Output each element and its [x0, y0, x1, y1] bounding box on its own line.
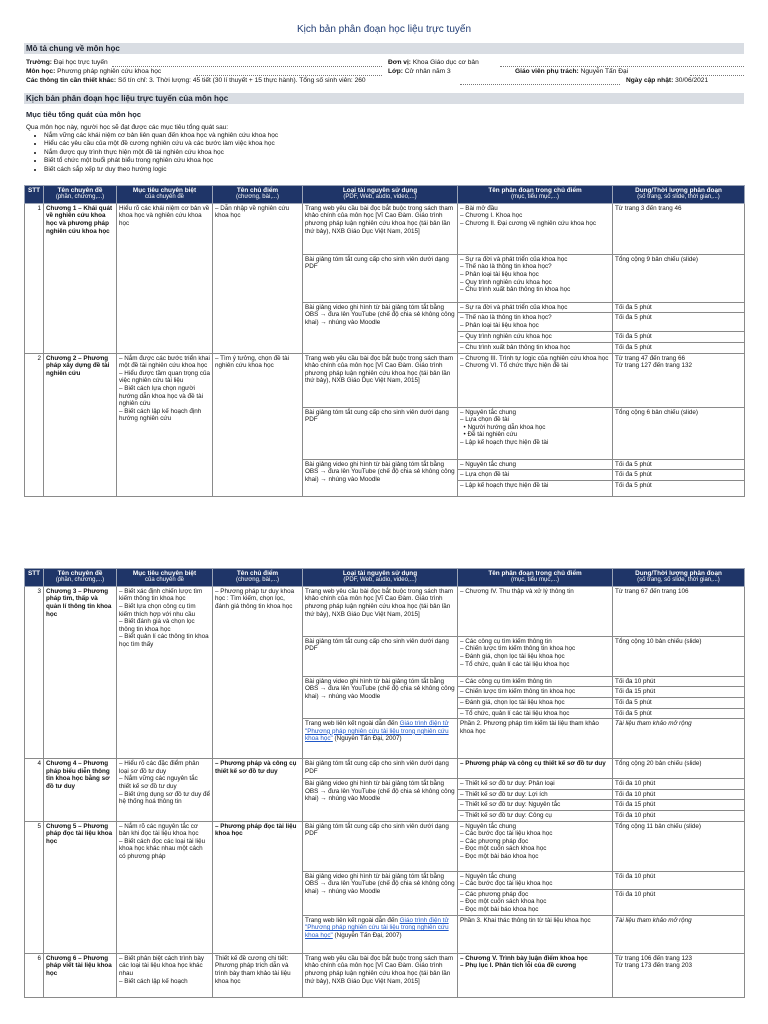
- meta-giaovien: Giáo viên phụ trách: Nguyễn Tấn Đại: [515, 68, 629, 75]
- header-chudiem: Tên chủ điểm (chương, bài,...): [213, 186, 303, 204]
- resource-cell: Bài giảng tóm tắt cung cấp cho sinh viên dưới dạng PDF: [303, 821, 458, 871]
- segment-cell: – Quy trình nghiên cứu khoa học: [458, 332, 613, 343]
- segment-cell: – Sự ra đời và phát triển của khoa học: [458, 302, 613, 313]
- segment-cell: – Thiết kế sơ đồ tư duy: Phân loại: [458, 779, 613, 790]
- segment-cell: – Các công cụ tìm kiếm thông tin: [458, 676, 613, 687]
- duration-cell: Tối đa 5 phút: [613, 343, 745, 354]
- duration-cell: Tổng cộng 9 bản chiếu (slide): [613, 254, 745, 302]
- duration-cell: Tài liệu tham khảo mở rộng: [613, 915, 745, 953]
- duration-cell: Tổng cộng 6 bản chiếu (slide): [613, 407, 745, 459]
- duration-cell: Tối đa 15 phút: [613, 687, 745, 698]
- segment-cell: Phần 2. Phương pháp tìm kiếm tài liệu tham khảo khoa học: [458, 719, 613, 759]
- duration-cell: Tổng cộng 20 bản chiếu (slide): [613, 759, 745, 779]
- segment-cell: – Chiến lược tìm kiếm thông tin khoa học: [458, 687, 613, 698]
- row-number: 5: [25, 821, 44, 953]
- chuyende-cell: Chương 5 – Phương pháp đọc tài liệu khoa học: [44, 821, 117, 953]
- segment-cell: – Thế nào là thông tin khoa học? – Phân loại tài liệu khoa học: [458, 313, 613, 332]
- duration-cell: Tài liệu tham khảo mở rộng: [613, 719, 745, 759]
- chuyende-cell: Chương 1 – Khái quát về nghiên cứu khoa học và phương pháp nghiên cứu khoa học: [44, 203, 117, 353]
- goal-item: • Nắm vững các khái niệm cơ bản liên quan đến khoa học và nghiên cứu khoa học: [44, 132, 278, 140]
- muctieu-cell: – Biết phân biệt cách trình bày các loại tài liệu khoa học khác nhau – Biết cách lập kế hoạch: [117, 953, 213, 997]
- segment-cell: – Sự ra đời và phát triển của khoa học – Thế nào là thông tin khoa học? – Phân loại tài liệu khoa học – Quy trình nghiên cứu khoa học – Chu trình xuất bản thông tin khoa học: [458, 254, 613, 302]
- duration-cell: Tối đa 10 phút: [613, 779, 745, 790]
- section-script-title: Kịch bản phân đoạn học liệu trực tuyến của môn học: [24, 93, 744, 104]
- header-muctieu: Mục tiêu chuyên biệt của chuyên đề: [117, 569, 213, 587]
- chudiem-cell: Thiết kế đề cương chi tiết: Phương pháp trích dẫn và trình bày tham khảo tài liệu khoa học: [213, 953, 303, 997]
- muctieu-cell: – Nắm rõ các nguyên tắc cơ bản khi đọc tài liệu khoa học – Biết cách đọc các loại tài liệu khoa học khác nhau một cách có phương pháp: [117, 821, 213, 953]
- duration-cell: Tối đa 5 phút: [613, 302, 745, 313]
- duration-cell: Tối đa 5 phút: [613, 313, 745, 332]
- resource-cell: Bài giảng tóm tắt cung cấp cho sinh viên dưới dạng PDF: [303, 407, 458, 459]
- document-title: Kịch bản phân đoạn học liệu trực tuyến: [296, 24, 472, 35]
- resource-cell: Bài giảng tóm tắt cung cấp cho sinh viên dưới dạng PDF: [303, 254, 458, 302]
- segment-cell: – Chương IV. Thu thập và xử lý thông tin: [458, 586, 613, 636]
- chudiem-cell: – Phương pháp tư duy khoa học : Tìm kiếm, chọn lọc, đánh giá thông tin khoa học: [213, 586, 303, 758]
- external-link[interactable]: Giáo trình điện tử "Phương pháp nghiên cứu tài liệu trong nghiên cứu khoa học": [305, 720, 449, 743]
- segment-table-2: [24, 568, 745, 998]
- resource-cell: Trang web liên kết ngoài dẫn đến Giáo trình điện tử "Phương pháp nghiên cứu tài liệu trong nghiên cứu khoa học" (Nguyễn Tấn Đại, 2007): [303, 719, 458, 759]
- header-tainguyen: Loại tài nguyên sử dụng (PDF, Web, audio, video,...): [303, 186, 458, 204]
- header-chudiem: Tên chủ điểm (chương, bài,...): [213, 569, 303, 587]
- segment-table-1: [24, 185, 745, 497]
- resource-cell: Bài giảng tóm tắt cung cấp cho sinh viên dưới dạng PDF: [303, 636, 458, 676]
- meta-lop: Lớp: Cử nhân năm 3: [388, 68, 451, 75]
- duration-cell: Tổng cộng 10 bản chiếu (slide): [613, 636, 745, 676]
- segment-cell: – Nguyên tắc chung – Các bước đọc tài liệu khoa học: [458, 871, 613, 889]
- segment-cell: – Thiết kế sơ đồ tư duy: Lợi ích: [458, 789, 613, 800]
- row-number: 6: [25, 953, 44, 997]
- header-tainguyen: Loại tài nguyên sử dụng (PDF, Web, audio, video,...): [303, 569, 458, 587]
- muctieu-cell: – Hiểu rõ các đặc điểm phân loại sơ đồ tư duy – Nắm vững các nguyên tắc thiết kế sơ đồ tư duy – Biết ứng dụng sơ đồ tư duy để hệ thống hoá thông tin: [117, 759, 213, 821]
- header-thoiluong: Dung/Thời lượng phân đoạn (số trang, số slide, thời gian,...): [613, 569, 745, 587]
- row-number: 1: [25, 203, 44, 353]
- duration-cell: Tối đa 5 phút: [613, 470, 745, 481]
- meta-thongtin: Các thông tin cần thiết khác: Số tín chỉ: 3. Thời lượng: 45 tiết (30 lí thuyết + 15 thực hành). Tổng số sinh viên: 260: [26, 77, 366, 84]
- row-number: 4: [25, 759, 44, 821]
- table-row: [25, 203, 745, 254]
- section-general-title: Mô tả chung về môn học: [24, 43, 744, 54]
- duration-cell: Tối đa 5 phút: [613, 332, 745, 343]
- header-stt: STT: [25, 569, 44, 587]
- header-phandoan: Tên phân đoạn trong chủ điểm (mục, tiểu mục,...): [458, 569, 613, 587]
- meta-monhoc: Môn học: Phương pháp nghiên cứu khoa học: [26, 68, 162, 75]
- meta-ngaycapnhat: Ngày cập nhật: 30/06/2021: [626, 77, 709, 84]
- chuyende-cell: Chương 4 – Phương pháp biểu diễn thông tin khoa học bằng sơ đồ tư duy: [44, 759, 117, 821]
- muctieu-cell: Hiểu rõ các khái niệm cơ bản về khoa học và nghiên cứu khoa học: [117, 203, 213, 353]
- chudiem-cell: – Phương pháp và công cụ thiết kế sơ đồ tư duy: [213, 759, 303, 821]
- goal-intro: Qua môn học này, người học sẽ đạt được các mục tiêu tổng quát sau:: [26, 124, 229, 131]
- resource-cell: Bài giảng video ghi hình từ bài giảng tóm tắt bằng OBS → đưa lên YouTube (chế độ chia sẻ không công khai) → nhúng vào Moodle: [303, 676, 458, 718]
- duration-cell: Tối đa 10 phút: [613, 676, 745, 687]
- resource-cell: Bài giảng video ghi hình từ bài giảng tóm tắt bằng OBS → đưa lên YouTube (chế độ chia sẻ không công khai) → nhúng vào Moodle: [303, 871, 458, 915]
- resource-cell: Bài giảng tóm tắt cung cấp cho sinh viên dưới dạng PDF: [303, 759, 458, 779]
- duration-cell: Tối đa 10 phút: [613, 889, 745, 915]
- goal-item: • Hiểu các yêu cầu của một đề cương nghiên cứu và các bước làm việc khoa học: [44, 140, 278, 148]
- duration-cell: Từ trang 106 đến trang 123 Từ trang 173 đến trang 203: [613, 953, 745, 997]
- resource-cell: Bài giảng video ghi hình từ bài giảng tóm tắt bằng OBS → đưa lên YouTube (chế độ chia sẻ không công khai) → nhúng vào Moodle: [303, 779, 458, 821]
- chudiem-cell: – Dẫn nhập về nghiên cứu khoa học: [213, 203, 303, 353]
- segment-cell: – Đánh giá, chọn lọc tài liệu khoa học: [458, 698, 613, 709]
- duration-cell: Tối đa 5 phút: [613, 480, 745, 496]
- duration-cell: Từ trang 47 đến trang 66 Từ trang 127 đến trang 132: [613, 353, 745, 407]
- duration-cell: Tối đa 5 phút: [613, 708, 745, 719]
- table-row: [25, 353, 745, 407]
- table-header-row: [25, 569, 745, 587]
- duration-cell: Tối đa 10 phút: [613, 810, 745, 821]
- row-number: 2: [25, 353, 44, 496]
- duration-cell: Từ trang 3 đến trang 46: [613, 203, 745, 254]
- resource-cell: Trang web liên kết ngoài dẫn đến Giáo trình điện tử "Phương pháp nghiên cứu tài liệu trong nghiên cứu khoa học" (Nguyễn Tấn Đại, 2007): [303, 915, 458, 953]
- chudiem-cell: – Phương pháp đọc tài liệu khoa học: [213, 821, 303, 953]
- meta-donvi: Đơn vị: Khoa Giáo dục cơ bản: [388, 59, 479, 66]
- chuyende-cell: Chương 3 – Phương pháp tìm, thấp và quản lí thông tin khoa học: [44, 586, 117, 758]
- table-row: [25, 759, 745, 779]
- duration-cell: Tối đa 5 phút: [613, 459, 745, 470]
- header-chuyende: Tên chuyên đề (phần, chương,...): [44, 569, 117, 587]
- chudiem-cell: – Tìm ý tưởng, chọn đề tài nghiên cứu khoa học: [213, 353, 303, 496]
- header-phandoan: Tên phân đoạn trong chủ điểm (mục, tiểu mục,...): [458, 186, 613, 204]
- header-muctieu: Mục tiêu chuyên biệt của chuyên đề: [117, 186, 213, 204]
- muctieu-cell: – Biết xác định chiến lược tìm kiếm thông tin khoa học – Biết lựa chọn công cụ tìm kiếm thích hợp với nhu cầu – Biết đánh giá và chọn lọc thông tin khoa học – Biết quản lí các thông tin khoa học tìm thấy: [117, 586, 213, 758]
- segment-cell: – Lựa chọn đề tài: [458, 470, 613, 481]
- goal-item: • Biết cách sắp xếp tư duy theo hướng logic: [44, 166, 278, 174]
- segment-cell: – Nguyên tắc chung – Các bước đọc tài liệu khoa học – Các phương pháp đọc – Đọc một cuốn sách khoa học – Đọc một bài báo khoa học: [458, 821, 613, 871]
- resource-cell: Trang web yêu cầu bài đọc bắt buộc trong sách tham khảo chính của môn học [Vĩ Cao Đàm. Giáo trình phương pháp luận nghiên cứu khoa học (tái bản lần thứ bảy), NXB Giáo Dục Việt Nam, 2015]: [303, 953, 458, 997]
- segment-cell: – Tổ chức, quản lí các tài liệu khoa học: [458, 708, 613, 719]
- table-header-row: [25, 186, 745, 204]
- duration-cell: Tối đa 10 phút: [613, 871, 745, 889]
- segment-cell: – Các công cụ tìm kiếm thông tin – Chiến lược tìm kiếm thông tin khoa học – Đánh giá, chọn lọc tài liệu khoa học – Tổ chức, quản lí các tài liệu khoa học: [458, 636, 613, 676]
- resource-cell: Trang web yêu cầu bài đọc bắt buộc trong sách tham khảo chính của môn học [Vĩ Cao Đàm. Giáo trình phương pháp luận nghiên cứu khoa học (tái bản lần thứ bảy), NXB Giáo Dục Việt Nam, 2015]: [303, 586, 458, 636]
- duration-cell: Từ trang 67 đến trang 106: [613, 586, 745, 636]
- resource-cell: Bài giảng video ghi hình từ bài giảng tóm tắt bằng OBS → đưa lên YouTube (chế độ chia sẻ không công khai) → nhúng vào Moodle: [303, 302, 458, 353]
- resource-cell: Trang web yêu cầu bài đọc bắt buộc trong sách tham khảo chính của môn học [Vĩ Cao Đàm. Giáo trình phương pháp luận nghiên cứu khoa học (tái bản lần thứ bảy), NXB Giáo Dục Việt Nam, 2015]: [303, 353, 458, 407]
- resource-cell: Bài giảng video ghi hình từ bài giảng tóm tắt bằng OBS → đưa lên YouTube (chế độ chia sẻ không công khai) → nhúng vào Moodle: [303, 459, 458, 496]
- duration-cell: Tổng cộng 11 bản chiếu (slide): [613, 821, 745, 871]
- segment-cell: – Chương V. Trình bày luận điểm khoa học – Phụ lục I. Phân tích lỗi của đề cương: [458, 953, 613, 997]
- segment-cell: – Phương pháp và công cụ thiết kế sơ đồ tư duy: [458, 759, 613, 779]
- segment-cell: – Chương III. Trình tự logic của nghiên cứu khoa học – Chương VI. Tổ chức thực hiện đề tài: [458, 353, 613, 407]
- segment-cell: – Nguyên tắc chung – Lựa chọn đề tài • Người hướng dẫn khoa học • Đề tài nghiên cứu – Lập kế hoạch thực hiện đề tài: [458, 407, 613, 459]
- header-thoiluong: Dung/Thời lượng phân đoạn (số trang, số slide, thời gian,...): [613, 186, 745, 204]
- segment-cell: – Chu trình xuất bản thông tin khoa học: [458, 343, 613, 354]
- segment-cell: – Nguyên tắc chung: [458, 459, 613, 470]
- segment-cell: – Các phương pháp đọc – Đọc một cuốn sách khoa học – Đọc một bài báo khoa học: [458, 889, 613, 915]
- segment-cell: – Bài mở đầu – Chương I. Khoa học – Chương II. Đại cương về nghiên cứu khoa học: [458, 203, 613, 254]
- muctieu-cell: – Nắm được các bước triển khai một đề tài nghiên cứu khoa học – Hiểu được tầm quan trọng của việc nghiên cứu tài liệu – Biết cách lựa chọn người hướng dẫn khoa học và đề tài nghiên cứu – Biết cách lập kế hoạch định hướng nghiên cứu: [117, 353, 213, 496]
- table-row: [25, 586, 745, 636]
- segment-cell: Phần 3. Khai thác thông tin từ tài liệu khoa học: [458, 915, 613, 953]
- duration-cell: Tối đa 5 phút: [613, 698, 745, 709]
- duration-cell: Tối đa 15 phút: [613, 800, 745, 811]
- segment-cell: – Thiết kế sơ đồ tư duy: Công cụ: [458, 810, 613, 821]
- goal-heading: Mục tiêu tổng quát của môn học: [26, 110, 141, 119]
- goal-item: • Nắm được quy trình thực hiện một đề tài nghiên cứu khoa học: [44, 149, 278, 157]
- header-chuyende: Tên chuyên đề (phần, chương,...): [44, 186, 117, 204]
- chuyende-cell: Chương 2 – Phương pháp xây dựng đề tài nghiên cứu: [44, 353, 117, 496]
- header-stt: STT: [25, 186, 44, 204]
- table-row: [25, 821, 745, 871]
- meta-truong: Trường: Đại học trực tuyến: [26, 59, 108, 66]
- row-number: 3: [25, 586, 44, 758]
- goal-item: • Biết tổ chức một buổi phát biểu trong nghiên cứu khoa học: [44, 157, 278, 165]
- duration-cell: Tối đa 10 phút: [613, 789, 745, 800]
- external-link[interactable]: Giáo trình điện tử "Phương pháp nghiên cứu tài liệu trong nghiên cứu khoa học": [305, 916, 449, 939]
- resource-cell: Trang web yêu cầu bài đọc bắt buộc trong sách tham khảo chính của môn học [Vĩ Cao Đàm. Giáo trình phương pháp luận nghiên cứu khoa học (tái bản lần thứ bảy), NXB Giáo Dục Việt Nam, 2015]: [303, 203, 458, 254]
- table-row: [25, 953, 745, 997]
- segment-cell: – Lập kế hoạch thực hiện đề tài: [458, 480, 613, 496]
- segment-cell: – Thiết kế sơ đồ tư duy: Nguyên tắc: [458, 800, 613, 811]
- goal-list: [32, 132, 278, 174]
- chuyende-cell: Chương 6 – Phương pháp viết tài liệu khoa học: [44, 953, 117, 997]
